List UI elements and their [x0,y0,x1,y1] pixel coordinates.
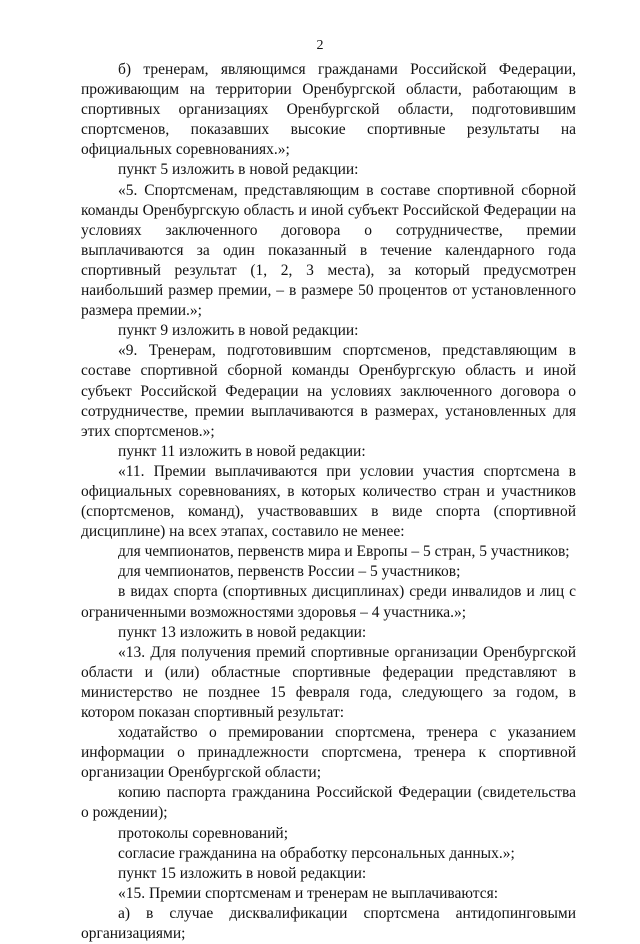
paragraph: для чемпионатов, первенств мира и Европы – 5 стран, 5 участников; [118,543,570,561]
paragraph: протоколы соревнований; [118,824,289,842]
paragraph: «11. Премии выплачиваются при условии участия спортсмена в официальных соревнованиях, в которых количество стран и участников (спортсменов, команд), участвовавших в виде спорта (спортивной дисциплине) на всех этапах, составило не менее: [81,462,576,541]
paragraph: б) тренерам, являющимся гражданами Российской Федерации, проживающим на территории Оренбургской области, работающим в спортивных организациях Оренбургской области, подготовившим спортсменов, показавших высокие спортивные результаты на официальных соревнованиях.»; [81,61,576,159]
paragraph: пункт 15 изложить в новой редакции: [118,864,367,882]
page-number: 2 [316,38,324,53]
paragraph: «13. Для получения премий спортивные организации Оренбургской области и (или) областные спортивные федерации представляют в министерство не позднее 15 февраля года, следующего за годом, в котором показан спортивный результат: [81,643,576,721]
paragraph: ходатайство о премировании спортсмена, тренера с указанием информации о принадлежности спортсмена, тренера к спортивной организации Оренбургской области; [81,724,576,782]
paragraph: «15. Премии спортсменам и тренерам не выплачиваются: [118,884,499,902]
paragraph: «9. Тренерам, подготовившим спортсменов, представляющим в составе спортивной сборной команды Оренбургскую область и иной субъект Российской Федерации на условиях заключенного договора о сотрудничестве, премии выплачиваются в размерах, установленных для этих спортсменов.»; [81,342,576,440]
paragraph: пункт 11 изложить в новой редакции: [118,442,366,460]
paragraph: в видах спорта (спортивных дисциплинах) среди инвалидов и лиц с ограниченными возможностями здоровья – 4 участника.»; [81,583,576,621]
paragraph: а) в случае дисквалификации спортсмена антидопинговыми организациями; [81,904,576,943]
paragraph: «5. Спортсменам, представляющим в составе спортивной сборной команды Оренбургскую область и иной субъект Российской Федерации на условиях заключенного договора о сотрудничестве, премии выплачиваются за один показанный в течение календарного года спортивный результат (1, 2, 3 места), за который предусмотрен наибольший размер премии, – в размере 50 процентов от установленного размера премии.»; [81,181,576,320]
paragraph: пункт 5 изложить в новой редакции: [118,161,359,179]
paragraph: пункт 9 изложить в новой редакции: [118,322,359,340]
paragraph: пункт 13 изложить в новой редакции: [118,623,367,641]
paragraph: согласие гражданина на обработку персональных данных.»; [118,844,515,862]
document-body [81,60,576,944]
paragraph: копию паспорта гражданина Российской Федерации (свидетельства о рождении); [81,784,576,822]
paragraph: для чемпионатов, первенств России – 5 участников; [118,563,461,581]
